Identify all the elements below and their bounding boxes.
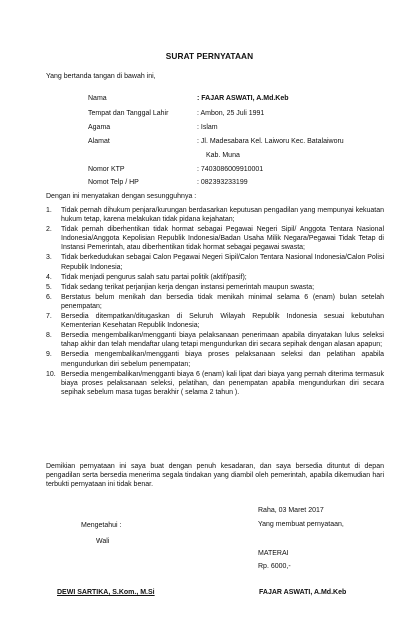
statement-text: Bersedia ditempatkan/ditugaskan di Seluruh Wilayah Republik Indonesia sesuai kebutuhan Kementerian Kesehatan Republik Indonesia; [61,313,384,330]
statement-number: 6. [46,293,52,301]
statement-item [46,350,384,368]
statement-number: 9. [46,351,52,359]
statement-item [46,331,384,349]
statement-text: Berstatus belum menikah dan bersedia tidak menikah minimal selama 6 (enam) bulan setelah penempatan; [61,293,384,310]
field-value-agama: : Islam [197,124,218,131]
statement-text: Tidak pernah diberhentikan tidak hormat sebagai Pegawai Negeri Sipil/ Anggota Tentara Nasional Indonesia/Anggota Kepolisian Republik Indonesia/Badan Usaha Milik Negara/Pegawai Tidak Tetap di Instansi Pemerintah, atau diberhentikan tidak hormat sebagai pegawai swasta; [61,226,384,252]
statement-item [46,225,384,252]
statement-number: 10. [46,370,56,378]
statement-text: Bersedia mengembalikan/mengganti biaya 6 (enam) kali lipat dari biaya yang pernah diterima termasuk biaya proses pelaksanaan seleksi, pelatihan, dan penempatan apabila mengundurkan diri secara sepihak sebelum masa tugas berakhir ( selama 2 tahun ). [61,370,384,396]
stamp-amount: Rp. 6000,- [258,563,291,570]
field-value-ktp: : 7403086009910001 [197,166,264,173]
statement-item [46,206,384,224]
statement-text: Tidak pernah dihukum penjara/kurungan berdasarkan keputusan pengadilan yang mempunyai kekuatan hukum tetap, karena melakukan tidak pidana kejahatan; [61,207,384,224]
field-value-telp: : 082393233199 [197,179,248,186]
statement-number: 1. [46,207,52,214]
field-label-agama: Agama [88,124,111,131]
statement-item [46,293,384,311]
guardian-label: Wali [96,538,110,545]
document-title: SURAT PERNYATAAN [165,51,254,61]
statement-item [46,253,384,271]
closing-paragraph: Demikian pernyataan ini saya buat dengan penuh kesadaran, dan saya bersedia dituntut di depan pengadilan serta bersedia menerima segala tindakan yang diambil oleh pemerintah, apabila dikemudian hari terbukti pernyataan ini tidak benar. [46,463,384,489]
statement-number: 4. [46,273,52,281]
statement-number: 3. [46,254,52,262]
statement-number: 8. [46,332,52,340]
intro-text: Yang bertanda tangan di bawah ini, [46,73,156,80]
field-value-ttl: : Ambon, 25 Juli 1991 [197,110,265,117]
statement-number: 5. [46,283,52,291]
statement-text: Tidak menjadi pengurus salah satu partai politik (aktif/pasif); [61,273,247,281]
statement-text: Bersedia mengembalikan/mengganti biaya pelaksanaan penerimaan apabila dinyatakan lulus seleksi tahap akhir dan telah mendaftar ulang tetapi mengundurkan diri secara sepihak dengan alasan apapun; [61,332,384,349]
statement-text: Bersedia mengembalikan/mengganti biaya proses pelaksanaan seleksi dan pelatihan apabila mengundurkan diri sebelum penempatan; [61,351,384,368]
statement-text: Tidak berkedudukan sebagai Calon Pegawai Negeri Sipil/Calon Tentara Nasional Indonesia/Calon Polisi Republik Indonesia; [61,254,384,271]
statement-intro: Dengan ini menyatakan dengan sesungguhnya : [46,193,197,200]
statement-text: Tidak sedang terikat perjanjian kerja dengan instansi pemerintah maupun swasta; [61,283,315,291]
statement-item [46,283,384,292]
field-value-nama: : FAJAR ASWATI, A.Md.Keb [197,95,289,102]
stamp-label: MATERAI [258,550,289,557]
field-label-ktp: Nomor KTP [88,166,125,173]
guardian-name: DEWI SARTIKA, S.Kom., M.Si [57,589,155,596]
field-label-telp: Nomot Telp / HP [88,179,139,186]
field-value-alamat-cont: Kab. Muna [206,152,240,159]
field-label-nama: Nama [88,95,107,102]
field-label-ttl: Tempat dan Tanggal Lahir [88,110,169,117]
statement-item [46,312,384,330]
acknowledged-label: Mengetahui : [81,522,122,529]
statement-number: 2. [46,226,52,234]
statement-item [46,370,384,397]
maker-label: Yang membuat pernyataan, [258,521,344,528]
statement-item [46,273,384,282]
place-date: Raha, 03 Maret 2017 [258,507,324,514]
statement-list [46,206,384,397]
field-label-alamat: Alamat [88,138,110,145]
field-value-alamat: : Jl. Madesabara Kel. Laiworu Kec. Batalaiworu [197,138,344,145]
statement-number: 7. [46,313,52,321]
maker-name: FAJAR ASWATI, A.Md.Keb [259,589,347,596]
